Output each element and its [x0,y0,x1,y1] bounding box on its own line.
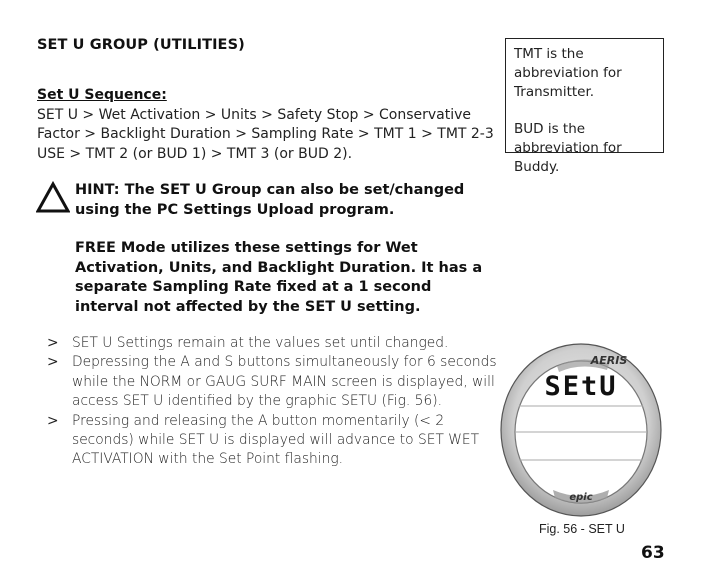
bullet-marker: > [47,412,59,429]
sequence-text: SET U > Wet Activation > Units > Safety Stop > Conservative Factor > Backlight Duration > Sampling Rate > TMT 1 > TMT 2-3 USE > TMT 2 (or BUD 1) > TMT 3 (or BUD 2). [37,106,494,162]
note-tmt: TMT is the abbreviation for Transmitter. [514,46,622,100]
hint-block [75,181,495,336]
bullet-text: Pressing and releasing the A button momentarily (< 2 seconds) while SET U is displayed will advance to SET WET ACTIVATION with the Set Point flashing. [72,412,480,468]
bullet-item [47,334,497,353]
bullet-item [47,412,497,470]
model-logo: epic [569,492,593,503]
hint-paragraph-pc-upload: HINT: The SET U Group can also be set/changed using the PC Settings Upload program. [75,182,465,218]
abbreviation-note-box [505,38,664,175]
sequence-block [37,86,497,164]
brand-logo: AERIS [590,354,628,367]
note-bud: BUD is the abbreviation for Buddy. [514,121,622,175]
bullet-text: SET U Settings remain at the values set until changed. [72,335,449,351]
bullet-marker: > [47,354,59,371]
warning-triangle-icon [36,181,70,213]
dive-computer-illustration [497,340,665,520]
bullet-marker: > [47,335,59,351]
page-number: 63 [641,543,665,563]
sequence-heading: Set U Sequence: [37,87,167,103]
bullet-list [47,334,497,470]
hint-paragraph-free-mode: FREE Mode utilizes these settings for Wet Activation, Units, and Backlight Duration. It has a separate Sampling Rate fixed at a 1 second interval not affected by the SET U setting. [75,240,483,315]
lcd-display-text: SEtU [544,371,618,402]
bullet-text: Depressing the A and S buttons simultaneously for 6 seconds while the NORM or GAUG SURF MAIN screen is displayed, will access SET U identified by the graphic SETU (Fig. 56). [72,354,497,410]
bullet-item [47,353,497,411]
figure-caption: Fig. 56 - SET U [539,522,625,536]
section-title: SET U GROUP (UTILITIES) [37,37,245,53]
